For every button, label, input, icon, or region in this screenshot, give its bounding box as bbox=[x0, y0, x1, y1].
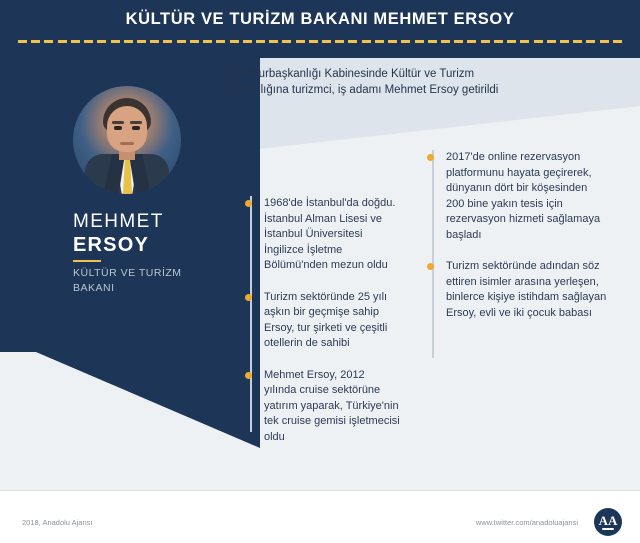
header-bar bbox=[0, 0, 640, 58]
right-bullet-column bbox=[432, 150, 608, 337]
portrait-brow-left bbox=[112, 121, 124, 124]
dash-segment bbox=[230, 40, 239, 43]
avatar bbox=[73, 86, 181, 194]
dash-segment bbox=[296, 40, 305, 43]
bullet-dot-icon bbox=[245, 200, 252, 207]
fact-bullet bbox=[250, 290, 400, 352]
bullet-dot-icon bbox=[427, 263, 434, 270]
bullet-dot-icon bbox=[245, 372, 252, 379]
dash-segment bbox=[282, 40, 291, 43]
navy-panel-corner-cut bbox=[36, 352, 260, 448]
navy-panel-left-cut bbox=[0, 352, 36, 448]
dash-segment bbox=[31, 40, 40, 43]
fact-bullet bbox=[432, 150, 608, 243]
dash-segment bbox=[481, 40, 490, 43]
dash-segment bbox=[150, 40, 159, 43]
agency-logo-underline bbox=[602, 528, 614, 530]
profile-last-name: ERSOY bbox=[73, 234, 150, 256]
dash-segment bbox=[111, 40, 120, 43]
intro-paragraph: Cumhurbaşkanlığı Kabinesinde Kültür ve Turizm Bakanlığına turizmci, iş adamı Mehmet Ersoy getirildi bbox=[228, 68, 499, 96]
fact-bullet bbox=[250, 368, 400, 446]
name-underline bbox=[73, 260, 101, 262]
portrait-eye-left bbox=[114, 126, 122, 130]
dash-segment bbox=[163, 40, 172, 43]
fact-bullet bbox=[250, 196, 400, 274]
dash-segment bbox=[269, 40, 278, 43]
fact-bullet-text: Turizm sektöründe adından söz ettiren isimler arasına yerleşen, binlerce kişiye istihdam sağlayan Ersoy, evli ve iki çocuk babası bbox=[446, 260, 607, 319]
dash-segment bbox=[243, 40, 252, 43]
footer-social-link[interactable]: www.twitter.com/anadoluajansi bbox=[475, 518, 578, 527]
dash-segment bbox=[547, 40, 556, 43]
dash-segment bbox=[97, 40, 106, 43]
dash-segment bbox=[441, 40, 450, 43]
dash-segment bbox=[600, 40, 609, 43]
portrait-mouth bbox=[120, 142, 134, 145]
page-title: KÜLTÜR VE TURİZM BAKANI MEHMET ERSOY bbox=[125, 10, 515, 28]
dash-segment bbox=[335, 40, 344, 43]
agency-logo bbox=[594, 508, 622, 536]
dash-segment bbox=[520, 40, 529, 43]
dashed-divider bbox=[18, 40, 622, 43]
dash-segment bbox=[18, 40, 27, 43]
fact-bullet-text: Turizm sektöründe 25 yılı aşkın bir geçmişe sahip Ersoy, tur şirketi ve çeşitli otellerin de sahibi bbox=[264, 290, 388, 349]
dash-segment bbox=[428, 40, 437, 43]
dash-segment bbox=[177, 40, 186, 43]
profile-role: KÜLTÜR VE TURİZM BAKANI bbox=[73, 267, 182, 294]
fact-bullet-text: Mehmet Ersoy, 2012 yılında cruise sektörüne yatırım yaparak, Türkiye'nin tek cruise gemisi işletmecisi oldu bbox=[264, 368, 400, 443]
dash-segment bbox=[613, 40, 622, 43]
dash-segment bbox=[534, 40, 543, 43]
footer-copyright: 2018, Anadolu Ajansı bbox=[22, 518, 93, 527]
footer-bar bbox=[0, 490, 640, 543]
dash-segment bbox=[415, 40, 424, 43]
dash-segment bbox=[573, 40, 582, 43]
dash-segment bbox=[388, 40, 397, 43]
dash-segment bbox=[58, 40, 67, 43]
dash-segment bbox=[309, 40, 318, 43]
dash-segment bbox=[375, 40, 384, 43]
dash-segment bbox=[44, 40, 53, 43]
fact-bullet-text: 1968'de İstanbul'da doğdu. İstanbul Alman Lisesi ve İstanbul Üniversitesi İngilizce İşletme Bölümü'nden mezun oldu bbox=[264, 197, 396, 271]
portrait-eye-right bbox=[132, 126, 140, 130]
dash-segment bbox=[494, 40, 503, 43]
dash-segment bbox=[401, 40, 410, 43]
dash-segment bbox=[137, 40, 146, 43]
portrait-brow-right bbox=[130, 121, 142, 124]
dash-segment bbox=[560, 40, 569, 43]
agency-logo-text: AA bbox=[598, 513, 618, 528]
dash-segment bbox=[84, 40, 93, 43]
dash-segment bbox=[322, 40, 331, 43]
dash-segment bbox=[216, 40, 225, 43]
profile-first-name: MEHMET bbox=[73, 211, 164, 232]
dash-segment bbox=[467, 40, 476, 43]
portrait-face bbox=[107, 106, 147, 152]
dash-segment bbox=[203, 40, 212, 43]
dash-segment bbox=[190, 40, 199, 43]
dash-segment bbox=[124, 40, 133, 43]
dash-segment bbox=[507, 40, 516, 43]
portrait-image bbox=[73, 86, 181, 194]
dash-segment bbox=[362, 40, 371, 43]
fact-bullet-text: 2017'de online rezervasyon platformunu hayata geçirerek, dünyanın dört bir köşesinden 200 bine yakın tesis için rezervasyon hizmeti sağlamaya başladı bbox=[446, 151, 601, 241]
left-bullet-column bbox=[250, 196, 400, 461]
bullet-dot-icon bbox=[245, 294, 252, 301]
fact-bullet bbox=[432, 259, 608, 321]
dash-segment bbox=[454, 40, 463, 43]
dash-segment bbox=[348, 40, 357, 43]
dash-segment bbox=[586, 40, 595, 43]
dash-segment bbox=[256, 40, 265, 43]
dash-segment bbox=[71, 40, 80, 43]
bullet-dot-icon bbox=[427, 154, 434, 161]
